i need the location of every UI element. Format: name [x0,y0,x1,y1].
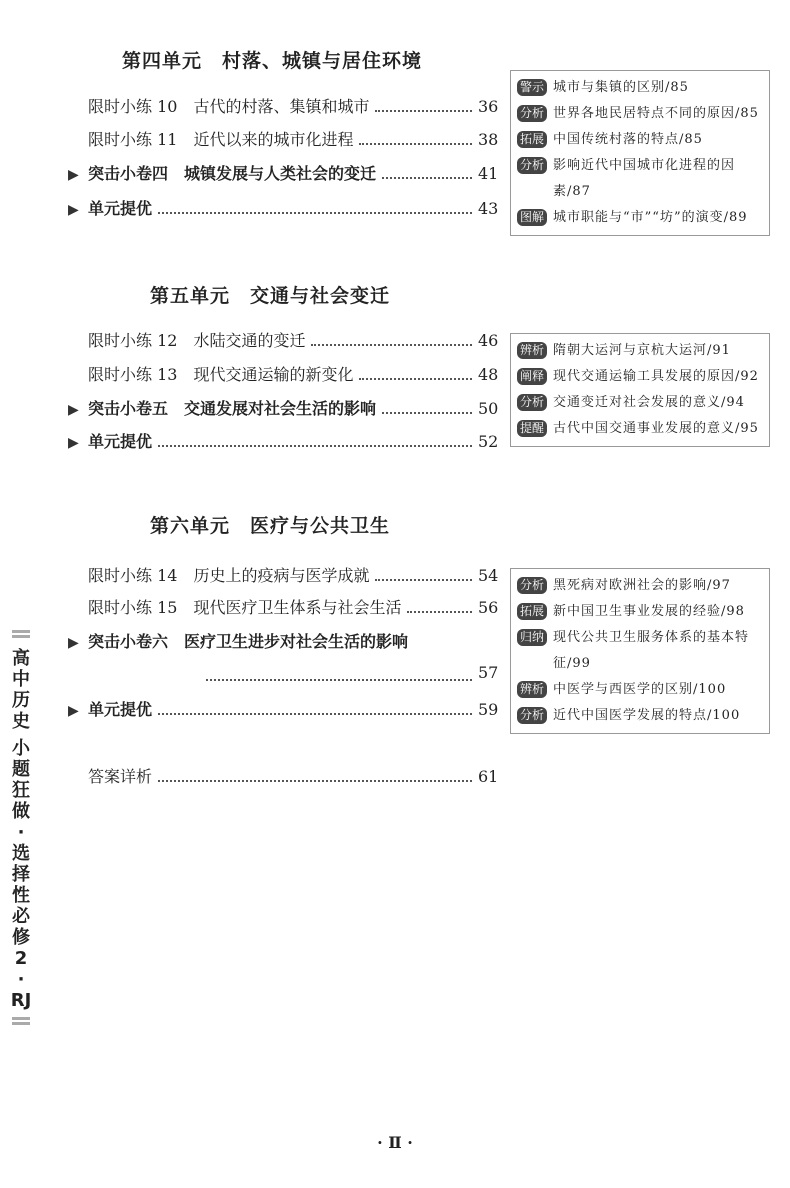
notes-box [510,70,770,236]
toc-entry[interactable] [88,127,498,151]
note-item [517,364,763,390]
dot-leader [311,343,472,346]
note-tag: 辨析 [517,681,547,698]
entry-page: 52 [478,432,499,451]
spine-char: 史 [12,711,30,732]
entry-label: 单元提优 [88,432,153,451]
entry-page: 41 [478,164,499,183]
triangle-bullet-icon: ▶ [68,635,79,651]
entry-label: 限时小练 12 水陆交通的变迁 [88,331,306,350]
note-text: 交通变迁对社会发展的意义/94 [553,395,745,410]
toc-entry[interactable] [88,595,498,619]
toc-entry-answers[interactable] [88,764,498,788]
entry-page: 59 [478,700,499,719]
dot-leader [382,411,472,414]
spine-char: 狂 [12,780,30,801]
entry-label: 突击小卷六 医疗卫生进步对社会生活的影响 [88,632,409,651]
note-item [517,703,763,729]
note-item [517,390,763,416]
notes-box [510,568,770,734]
dot-leader [359,377,472,380]
entry-label: 限时小练 13 现代交通运输的新变化 [88,365,354,384]
note-tag: 辨析 [517,342,547,359]
note-item [517,127,763,153]
entry-page: 57 [478,663,499,682]
toc-entry[interactable] [88,328,498,352]
toc-entry[interactable] [88,94,498,118]
dot-leader [375,109,472,112]
note-item [517,101,763,127]
entry-page: 61 [478,767,499,786]
unit-title: 第六单元 医疗与公共卫生 [150,515,391,537]
note-tag: 分析 [517,105,547,122]
note-text: 城市职能与“市”“坊”的演变/89 [553,210,748,225]
note-text: 古代中国交通事业发展的意义/95 [553,421,759,436]
spine-char: 中 [12,669,30,690]
note-text: 现代交通运输工具发展的原因/92 [553,369,759,384]
note-item [517,625,763,677]
entry-label: 突击小卷四 城镇发展与人类社会的变迁 [88,164,377,183]
note-text: 影响近代中国城市化进程的因素/87 [553,158,736,199]
book-spine-title [8,628,34,1027]
triangle-bullet-icon: ▶ [68,435,79,451]
note-text: 新中国卫生事业发展的经验/98 [553,604,745,619]
spine-char: 做 [12,801,30,822]
entry-label: 限时小练 14 历史上的疫病与医学成就 [88,566,370,585]
note-item [517,573,763,599]
entry-page: 43 [478,199,499,218]
toc-entry[interactable] [68,161,498,185]
note-text: 隋朝大运河与京杭大运河/91 [553,343,731,358]
note-tag: 提醒 [517,420,547,437]
dot-leader [359,142,472,145]
note-tag: 分析 [517,577,547,594]
dot-leader [382,176,472,179]
note-tag: 警示 [517,79,547,96]
dot-leader [375,578,472,581]
note-tag: 分析 [517,707,547,724]
toc-entry[interactable] [68,629,498,653]
unit-title: 第五单元 交通与社会变迁 [150,285,391,307]
page-number: · Ⅱ · [377,1133,413,1152]
toc-entry[interactable] [68,196,498,220]
note-text: 近代中国医学发展的特点/100 [553,708,741,723]
triangle-bullet-icon: ▶ [68,402,79,418]
spine-char: 择 [12,864,30,885]
dot-leader [407,610,472,613]
spine-char: 必 [12,906,30,927]
toc-entry[interactable] [68,429,498,453]
spine-char: · [17,822,25,843]
spine-char: RJ [10,990,32,1011]
entry-page: 36 [478,97,499,116]
note-item [517,599,763,625]
toc-entry[interactable] [68,697,498,721]
triangle-bullet-icon: ▶ [68,167,79,183]
spine-char: 性 [12,885,30,906]
triangle-bullet-icon: ▶ [68,703,79,719]
entry-label: 限时小练 15 现代医疗卫生体系与社会生活 [88,598,402,617]
triangle-bullet-icon: ▶ [68,202,79,218]
note-tag: 分析 [517,394,547,411]
spine-char: 高 [12,648,30,669]
spine-char: 历 [12,690,30,711]
entry-label: 突击小卷五 交通发展对社会生活的影响 [88,399,377,418]
entry-page: 48 [478,365,499,384]
note-tag: 图解 [517,209,547,226]
spine-char: 修 [12,927,30,948]
toc-entry-page-line[interactable] [200,663,498,687]
dot-leader [206,678,472,681]
entry-page: 38 [478,130,499,149]
spine-char: 题 [12,759,30,780]
note-text: 中医学与西医学的区别/100 [553,682,727,697]
note-item [517,205,763,231]
note-text: 黑死病对欧洲社会的影响/97 [553,578,731,593]
dot-leader [158,211,472,214]
entry-page: 46 [478,331,499,350]
toc-entry[interactable] [68,396,498,420]
note-tag: 分析 [517,157,547,174]
dot-leader [158,779,472,782]
dot-leader [158,444,472,447]
note-tag: 归纳 [517,629,547,646]
notes-box [510,333,770,447]
spine-char: · [17,969,25,990]
note-item [517,153,763,205]
note-text: 城市与集镇的区别/85 [553,80,689,95]
note-item [517,75,763,101]
entry-label: 答案详析 [88,767,153,786]
dot-leader [158,712,472,715]
unit-title: 第四单元 村落、城镇与居住环境 [122,50,423,72]
note-tag: 阐释 [517,368,547,385]
note-item [517,338,763,364]
note-text: 现代公共卫生服务体系的基本特征/99 [553,630,750,671]
note-tag: 拓展 [517,131,547,148]
entry-page: 50 [478,399,499,418]
entry-label: 限时小练 11 近代以来的城市化进程 [88,130,354,149]
note-text: 世界各地民居特点不同的原因/85 [553,106,759,121]
note-item [517,677,763,703]
spine-char: 2 [14,948,28,969]
entry-label: 单元提优 [88,199,153,218]
spine-char: 选 [12,843,30,864]
entry-label: 限时小练 10 古代的村落、集镇和城市 [88,97,370,116]
entry-page: 56 [478,598,499,617]
note-tag: 拓展 [517,603,547,620]
toc-entry[interactable] [88,563,498,587]
entry-label: 单元提优 [88,700,153,719]
entry-page: 54 [478,566,499,585]
note-item [517,416,763,442]
note-text: 中国传统村落的特点/85 [553,132,703,147]
toc-entry[interactable] [88,362,498,386]
spine-char: 小 [12,738,30,759]
